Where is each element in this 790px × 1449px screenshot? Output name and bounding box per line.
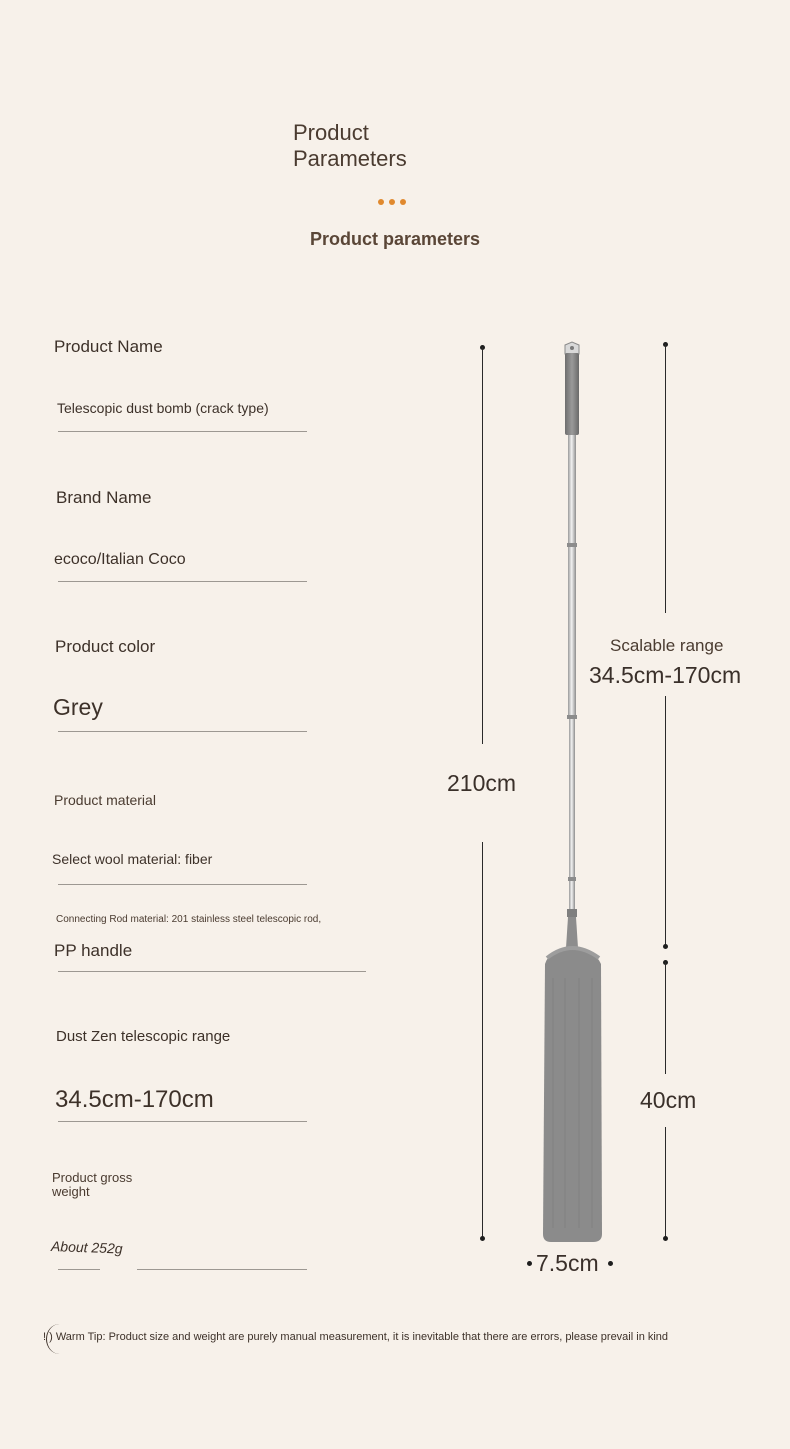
- divider: [58, 431, 307, 432]
- divider: [58, 971, 366, 972]
- dimension-marker: [663, 944, 668, 949]
- divider: [58, 1269, 100, 1270]
- dimension-line: [665, 696, 666, 946]
- head-width-label: 7.5cm: [536, 1250, 599, 1276]
- dot: [378, 199, 384, 205]
- divider: [58, 1121, 307, 1122]
- product-color-label: Product color: [55, 637, 156, 656]
- page-title: [293, 120, 493, 172]
- divider: [137, 1269, 307, 1270]
- handle-value: PP handle: [54, 941, 133, 960]
- gross-weight-label: [52, 1171, 132, 1199]
- divider: [58, 731, 307, 732]
- dot: [389, 199, 395, 205]
- dot: [400, 199, 406, 205]
- decorative-dots: [378, 199, 406, 205]
- product-color-value: Grey: [53, 694, 103, 720]
- duster-illustration: [535, 338, 615, 1250]
- rod-material-note: Connecting Rod material: 201 stainless steel telescopic rod,: [56, 914, 322, 925]
- dimension-line: [482, 842, 483, 1238]
- warm-tip: ! ) Warm Tip: Product size and weight are purely manual measurement, it is inevitable that there are errors, please prevail in kind: [43, 1331, 669, 1343]
- gross-weight-label-line2: weight: [52, 1184, 90, 1199]
- product-name-value: Telescopic dust bomb (crack type): [57, 400, 269, 416]
- telescopic-range-value: 34.5cm-170cm: [55, 1086, 214, 1113]
- dimension-line: [665, 344, 666, 613]
- brand-name-value: ecoco/Italian Coco: [54, 551, 186, 568]
- divider: [58, 884, 307, 885]
- dimension-line: [665, 1127, 666, 1238]
- head-length-label: 40cm: [640, 1087, 697, 1113]
- dimension-marker: [663, 1236, 668, 1241]
- gross-weight-value: About 252g: [50, 1238, 123, 1257]
- page-title-line2: Parameters: [293, 146, 407, 171]
- scalable-range-value: 34.5cm-170cm: [589, 662, 742, 688]
- dimension-marker: [527, 1261, 532, 1266]
- brand-name-label: Brand Name: [56, 488, 152, 507]
- dimension-line: [665, 962, 666, 1074]
- product-name-label: Product Name: [54, 337, 163, 356]
- divider: [58, 581, 307, 582]
- dimension-marker: [480, 1236, 485, 1241]
- page-title-line1: Product: [293, 120, 369, 145]
- product-material-label: Product material: [54, 792, 156, 808]
- gross-weight-label-line1: Product gross: [52, 1170, 133, 1185]
- dimension-line: [482, 347, 483, 744]
- product-material-value: Select wool material: fiber: [52, 851, 213, 867]
- scalable-range-label: Scalable range: [610, 636, 724, 655]
- total-length-label: 210cm: [447, 770, 517, 796]
- telescopic-range-label: Dust Zen telescopic range: [56, 1028, 231, 1045]
- page-subtitle: Product parameters: [309, 229, 481, 249]
- dimension-marker: [608, 1261, 613, 1266]
